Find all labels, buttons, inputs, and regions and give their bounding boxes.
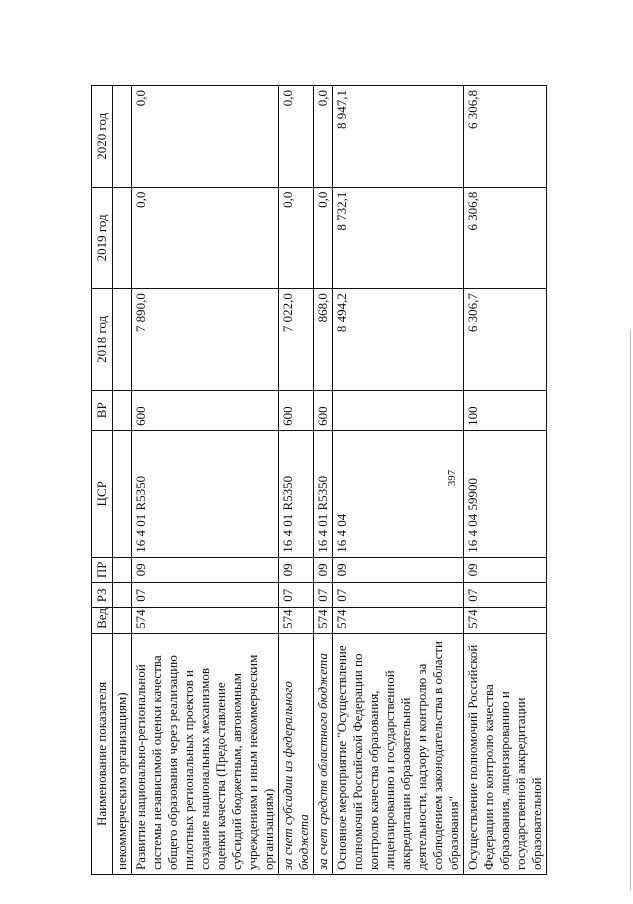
cell-pr — [113, 557, 132, 582]
cell-csr: 16 4 04 59900 — [464, 430, 547, 557]
cell-2018: 6 306,7 — [464, 289, 547, 391]
rotated-page-content — [91, 85, 601, 875]
cell-name: Осуществление полномочий Российской Федерации по контролю качества образования, лицензированию и государственной аккредитации образовательной — [464, 633, 547, 874]
cell-2020 — [113, 86, 132, 188]
cell-ved — [113, 608, 132, 633]
cell-vr: 600 — [314, 390, 333, 430]
table-row — [314, 86, 333, 875]
cell-2018: 868,0 — [314, 289, 333, 391]
budget-table — [91, 85, 547, 875]
cell-csr — [113, 430, 132, 557]
cell-vr: 600 — [132, 390, 279, 430]
table-row — [279, 86, 314, 875]
cell-ved: 574 — [333, 608, 464, 633]
cell-pr: 09 — [132, 557, 279, 582]
header-2019: 2019 год — [92, 187, 113, 289]
table-header-row — [92, 86, 113, 875]
cell-rz: 07 — [464, 583, 547, 608]
cell-2020: 0,0 — [279, 86, 314, 188]
cell-2018: 7 022,0 — [279, 289, 314, 391]
cell-2018: 7 890,0 — [132, 289, 279, 391]
cell-rz: 07 — [132, 583, 279, 608]
cell-name: за счет средств областного бюджета — [314, 633, 333, 874]
cell-2019: 6 306,8 — [464, 187, 547, 289]
cell-pr: 09 — [314, 557, 333, 582]
cell-name: Основное мероприятие "Осуществление полномочий Российской Федерации по контролю качества образования, лицензированию и государственной аккредитации образовательной деятельности, надзору и контролю за соблюдением законодательства в области образования" — [333, 633, 464, 874]
cell-vr: 600 — [279, 390, 314, 430]
cell-2018 — [113, 289, 132, 391]
cell-name: некоммерческим организациям) — [113, 633, 132, 874]
header-2018: 2018 год — [92, 289, 113, 391]
table-row — [333, 86, 464, 875]
cell-ved: 574 — [132, 608, 279, 633]
cell-pr: 09 — [279, 557, 314, 582]
cell-rz: 07 — [314, 583, 333, 608]
cell-ved: 574 — [279, 608, 314, 633]
table-row — [464, 86, 547, 875]
cell-2019: 8 732,1 — [333, 187, 464, 289]
cell-rz: 07 — [279, 583, 314, 608]
cell-ved: 574 — [464, 608, 547, 633]
cell-2020: 8 947,1 — [333, 86, 464, 188]
cell-2020: 6 306,8 — [464, 86, 547, 188]
cell-pr: 09 — [464, 557, 547, 582]
header-2020: 2020 год — [92, 86, 113, 188]
cell-2019 — [113, 187, 132, 289]
header-vr: ВР — [92, 390, 113, 430]
header-ved: Вед — [92, 608, 113, 633]
cell-2020: 0,0 — [314, 86, 333, 188]
cell-2019: 0,0 — [132, 187, 279, 289]
cell-name: Развитие национально-региональной системы независимой оценки качества общего образования через реализацию пилотных региональных проектов и создание национальных механизмов оценки качества (Предоставление субсидий бюджетным, автономным учреждениям и иным некоммерческим организациям) — [132, 633, 279, 874]
cell-name: за счет субсидии из федерального бюджета — [279, 633, 314, 874]
header-rz: РЗ — [92, 583, 113, 608]
cell-csr: 16 4 01 R5350 — [132, 430, 279, 557]
cell-rz — [113, 583, 132, 608]
table-row — [132, 86, 279, 875]
header-csr: ЦСР — [92, 430, 113, 557]
cell-csr: 16 4 01 R5350 — [279, 430, 314, 557]
cell-2020: 0,0 — [132, 86, 279, 188]
cell-vr: 100 — [464, 390, 547, 430]
cell-2019: 0,0 — [314, 187, 333, 289]
cell-vr — [113, 390, 132, 430]
header-pr: ПР — [92, 557, 113, 582]
cell-pr: 09 — [333, 557, 464, 582]
cell-2019: 0,0 — [279, 187, 314, 289]
cell-csr: 16 4 04 — [333, 430, 464, 557]
cell-csr: 16 4 01 R5350 — [314, 430, 333, 557]
cell-2018: 8 494,2 — [333, 289, 464, 391]
header-name: Наименование показателя — [92, 633, 113, 874]
scan-edge-line — [630, 330, 631, 890]
cell-ved: 574 — [314, 608, 333, 633]
page-number: 397 — [446, 469, 458, 487]
table-row — [113, 86, 132, 875]
cell-rz: 07 — [333, 583, 464, 608]
cell-vr — [333, 390, 464, 430]
